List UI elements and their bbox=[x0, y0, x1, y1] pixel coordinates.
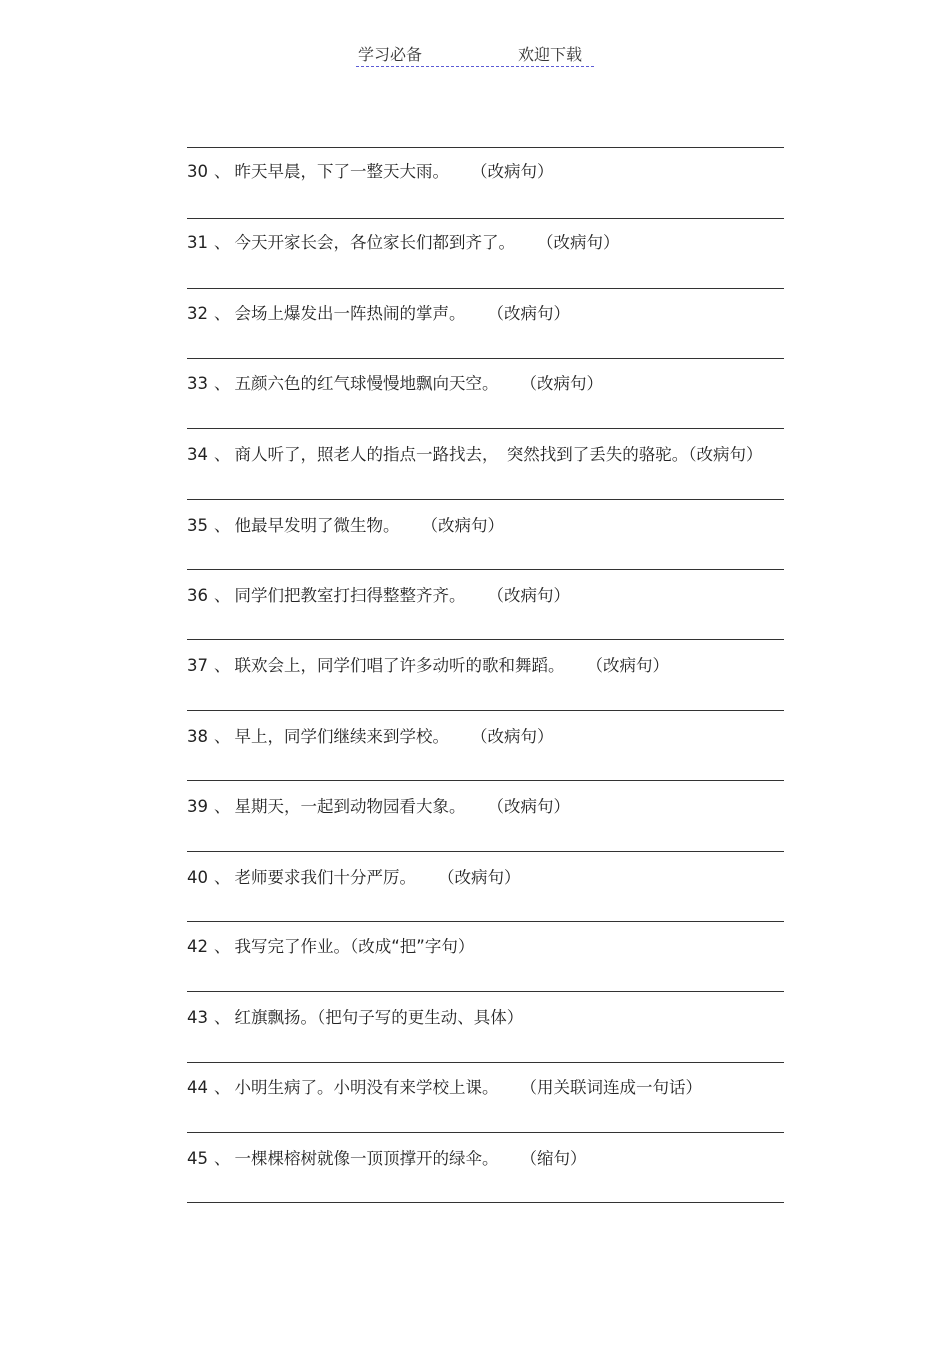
question-number: 45 bbox=[187, 1149, 208, 1168]
question-separator: 、 bbox=[214, 868, 231, 887]
question-instruction: （改病句） bbox=[487, 304, 570, 323]
answer-line bbox=[187, 710, 784, 711]
question-number: 39 bbox=[187, 797, 208, 816]
question-text: 联欢会上，同学们唱了许多动听的歌和舞蹈。 bbox=[234, 656, 565, 675]
question-40 bbox=[187, 868, 521, 888]
question-separator: 、 bbox=[214, 374, 231, 393]
question-34 bbox=[187, 445, 763, 465]
question-separator: 、 bbox=[214, 162, 231, 181]
question-instruction: （改病句） bbox=[688, 445, 763, 464]
answer-line bbox=[187, 569, 784, 570]
answer-line bbox=[187, 218, 784, 219]
question-number: 44 bbox=[187, 1078, 208, 1097]
answer-line bbox=[187, 1062, 784, 1063]
question-35 bbox=[187, 516, 504, 536]
answer-line bbox=[187, 358, 784, 359]
answer-line bbox=[187, 1132, 784, 1133]
question-instruction: （改病句） bbox=[471, 727, 554, 746]
question-instruction: （缩句） bbox=[520, 1149, 587, 1168]
question-number: 37 bbox=[187, 656, 208, 675]
question-separator: 、 bbox=[214, 304, 231, 323]
question-separator: 、 bbox=[214, 586, 231, 605]
question-instruction: （改病句） bbox=[421, 516, 504, 535]
question-text: 早上，同学们继续来到学校。 bbox=[234, 727, 449, 746]
question-separator: 、 bbox=[214, 445, 231, 464]
question-text: 昨天早晨，下了一整天大雨。 bbox=[234, 162, 449, 181]
question-instruction: （用关联词连成一句话） bbox=[520, 1078, 702, 1097]
question-number: 32 bbox=[187, 304, 208, 323]
question-separator: 、 bbox=[214, 727, 231, 746]
question-36 bbox=[187, 586, 570, 606]
answer-line bbox=[187, 428, 784, 429]
question-45 bbox=[187, 1149, 587, 1169]
question-text: 红旗飘扬。 bbox=[234, 1008, 317, 1027]
question-number: 30 bbox=[187, 162, 208, 181]
question-separator: 、 bbox=[214, 516, 231, 535]
question-separator: 、 bbox=[214, 656, 231, 675]
question-text: 小明生病了。小明没有来学校上课。 bbox=[234, 1078, 499, 1097]
question-instruction: （改病句） bbox=[438, 868, 521, 887]
question-instruction: （改病句） bbox=[586, 656, 669, 675]
answer-line bbox=[187, 1202, 784, 1203]
question-39 bbox=[187, 797, 570, 817]
question-separator: 、 bbox=[214, 1149, 231, 1168]
question-text: 今天开家长会，各位家长们都到齐了。 bbox=[234, 233, 515, 252]
question-instruction: （改病句） bbox=[487, 586, 570, 605]
question-text: 老师要求我们十分严厉。 bbox=[234, 868, 416, 887]
question-38 bbox=[187, 727, 554, 747]
page-header bbox=[356, 40, 594, 67]
question-separator: 、 bbox=[214, 797, 231, 816]
question-text: 会场上爆发出一阵热闹的掌声。 bbox=[234, 304, 466, 323]
question-instruction: （改病句） bbox=[487, 797, 570, 816]
question-32 bbox=[187, 304, 570, 324]
question-30 bbox=[187, 162, 554, 182]
header-right-text: 欢迎下载 bbox=[518, 45, 583, 64]
question-instruction: （改病句） bbox=[537, 233, 620, 252]
question-number: 38 bbox=[187, 727, 208, 746]
question-37 bbox=[187, 656, 669, 676]
header-left-text: 学习必备 bbox=[358, 45, 423, 64]
question-number: 33 bbox=[187, 374, 208, 393]
question-33 bbox=[187, 374, 603, 394]
question-number: 43 bbox=[187, 1008, 208, 1027]
question-43 bbox=[187, 1008, 523, 1028]
question-separator: 、 bbox=[214, 1078, 231, 1097]
question-number: 42 bbox=[187, 937, 208, 956]
question-44 bbox=[187, 1078, 702, 1098]
question-separator: 、 bbox=[214, 937, 231, 956]
question-number: 36 bbox=[187, 586, 208, 605]
question-separator: 、 bbox=[214, 1008, 231, 1027]
question-number: 34 bbox=[187, 445, 208, 464]
question-31 bbox=[187, 233, 620, 253]
question-text: 我写完了作业。 bbox=[234, 937, 350, 956]
question-number: 35 bbox=[187, 516, 208, 535]
question-text: 一棵棵榕树就像一顶顶撑开的绿伞。 bbox=[234, 1149, 499, 1168]
question-number: 40 bbox=[187, 868, 208, 887]
question-instruction: （改病句） bbox=[520, 374, 603, 393]
question-instruction: （改病句） bbox=[471, 162, 554, 181]
question-text: 他最早发明了微生物。 bbox=[234, 516, 400, 535]
answer-line bbox=[187, 147, 784, 148]
answer-line bbox=[187, 288, 784, 289]
question-text: 五颜六色的红气球慢慢地飘向天空。 bbox=[234, 374, 499, 393]
answer-line bbox=[187, 851, 784, 852]
question-instruction: （把句子写的更生动、具体） bbox=[317, 1008, 524, 1027]
question-text: 同学们把教室打扫得整整齐齐。 bbox=[234, 586, 466, 605]
question-number: 31 bbox=[187, 233, 208, 252]
question-text: 星期天，一起到动物园看大象。 bbox=[234, 797, 466, 816]
question-text: 商人听了，照老人的指点一路找去， 突然找到了丢失的骆驼。 bbox=[234, 445, 689, 464]
question-separator: 、 bbox=[214, 233, 231, 252]
answer-line bbox=[187, 921, 784, 922]
answer-line bbox=[187, 991, 784, 992]
question-42 bbox=[187, 937, 474, 957]
answer-line bbox=[187, 780, 784, 781]
question-instruction: （改成“把”字句） bbox=[350, 937, 475, 956]
answer-line bbox=[187, 639, 784, 640]
answer-line bbox=[187, 499, 784, 500]
